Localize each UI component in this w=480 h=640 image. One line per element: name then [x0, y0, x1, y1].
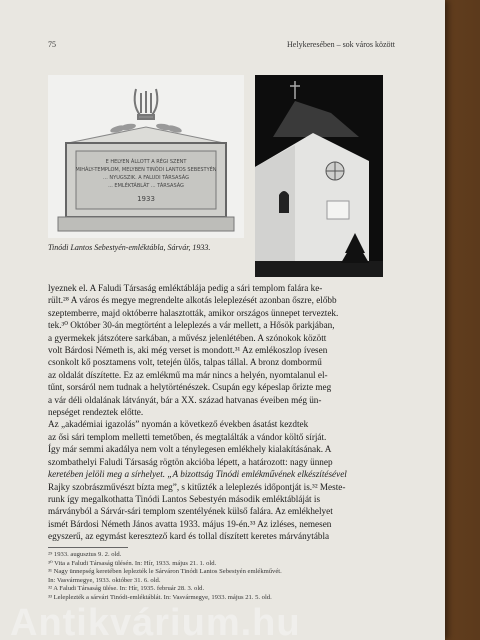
body-line: tűnt, sorsáról nem tudnak a helytörténészek. Csupán egy képeslap őrizte meg [48, 382, 332, 393]
body-line: runk így megalkothatta Tinódi Lantos Sebestyén második emléktábláját is [48, 493, 321, 504]
plaque-line: ... NYUGSZIK. A FALUDI TÁRSASÁG [103, 175, 189, 181]
body-line: csonkolt kő posztamens volt, tetején ülős, talpas tállal. A bronz dombormű [48, 357, 322, 368]
footnotes [48, 551, 384, 603]
watermark: Antikvárium.hu [10, 602, 301, 640]
body-line: Így már semmi akadálya nem volt a ténylegesen emlékhely kialakításának. A [48, 444, 332, 455]
body-line: tek.³⁰ Október 30-án megtörtént a leleplezés a vár mellett, a Hősök parkjában, [48, 320, 335, 331]
body-line: Az „akadémiai igazolás” nyomán a következő években ásatást kezdtek [48, 419, 309, 430]
plaque-photo [48, 75, 244, 238]
plaque-line: MIHÁLY-TEMPLOM, MELYBEN TINÓDI LANTOS SEBESTYÉN [75, 167, 217, 173]
church-photo [255, 75, 383, 277]
body-line: az ősi sári templom melletti temetőben, és megtalálták a vándor költő sírját. [48, 431, 327, 442]
plaque-year: 1933 [137, 195, 155, 203]
body-text [48, 282, 384, 543]
body-line: nepséget rendeztek előtte. [48, 407, 144, 418]
footnote: ³¹ Nagy ünnepség keretében leplezték le Sárváron Tinódi Lantos Sebestyén emlékművét. [48, 568, 282, 576]
footnote: ³⁰ Vita a Faludi Társaság ülésén. In: Hír, 1933. május 21. 1. old. [48, 559, 217, 567]
body-line: az oldalát díszítette. Ez az emlékmű ma már nincs a helyén, nyomtalanul el- [48, 369, 328, 380]
page-header [48, 40, 395, 54]
footnote: ³³ Leleplezték a sárvári Tinódi-emléktáblát. In: Vasvármegye, 1933. május 21. 5. old. [48, 593, 272, 601]
body-line: lyeznek el. A Faludi Társaság emléktáblája pedig a sári templom falára ke- [48, 283, 323, 293]
footnote: In: Vasvármegye, 1933. október 31. 6. old. [48, 576, 161, 584]
figure-caption: Tinódi Lantos Sebestyén-emléktábla, Sárvár, 1933. [48, 243, 211, 252]
footnote: ³² A Faludi Társaság ülése. In: Hír, 1935. február 28. 3. old. [48, 585, 205, 593]
body-line: volt Bárdosi Németh is, aki még verset is mondott.³¹ Az emlékoszlop ívesen [48, 345, 328, 356]
body-line: rült.²⁸ A város és megye megrendelte alkotás leleplezését azonban őszre, előbb [48, 295, 337, 306]
body-line: egyszerű, az egymást keresztező kard és tollal díszített keretes márványtábla [48, 531, 330, 542]
body-line: márványból a Sárvár-sári templom szentélyének külső falára. Az emlékhelyet [48, 506, 333, 517]
body-line: Rajky szobrászművészt bízta meg”, s kitűzték a leleplezés időpontját is.³² Meste- [48, 481, 346, 492]
body-line: a gyermekek játszótere sarkában, a művész jelenlétében. A szónokok között [48, 332, 327, 343]
running-head: Helykeresében – sok város között [287, 40, 395, 49]
footnote: ²⁹ 1933. augusztus 9. 2. old. [48, 551, 122, 558]
body-line: szombathelyi Faludi Társaság rögtön akcióba lépett, a határozott: nagy ünnep [48, 456, 333, 467]
page-number: 75 [48, 40, 56, 49]
body-line: keretében jelöli meg a sírhelyet. „A bizottság Tinódi emlékművének elkészítésével [48, 469, 347, 480]
plaque-line: E HELYEN ÁLLOTT A RÉGI SZENT [105, 159, 187, 165]
plaque-line: ... EMLÉKTÁBLÁT ... TÁRSASÁG [108, 183, 184, 189]
body-line: szeptemberre, majd októberre halasztották, amikor országos ünnepet terveztek. [48, 307, 339, 318]
body-line: ismét Bárdosi Németh János avatta 1933. május 19-én.³³ Az izléses, nemesen [48, 518, 332, 529]
footnote-divider [48, 547, 128, 548]
body-line: a vár déli oldalának látványát, bár a XX. század hatvanas éveiben még ün- [48, 394, 322, 405]
